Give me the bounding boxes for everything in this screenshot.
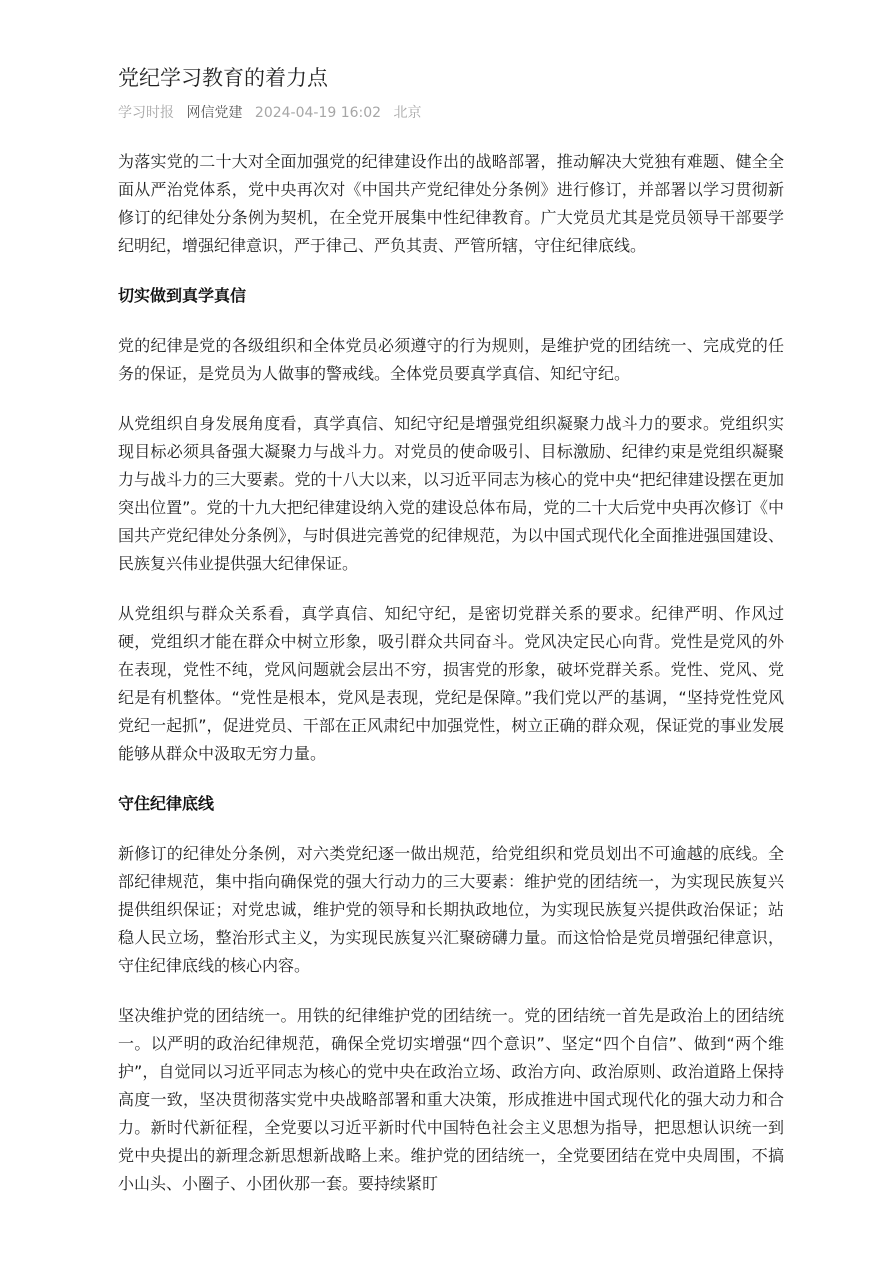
paragraph: 新修订的纪律处分条例，对六类党纪逐一做出规范，给党组织和党员划出不可逾越的底线。全部纪律规范，集中指向确保党的强大行动力的三大要素：维护党的团结统一，为实现民族复兴提供组织保证；对党忠诚，维护党的领导和长期执政地位，为实现民族复兴提供政治保证；站稳人民立场，整治形式主义，为实现民族复兴汇聚磅礴力量。而这恰恰是党员增强纪律意识，守住纪律底线的核心内容。: [118, 844, 784, 975]
paragraph-intro: 为落实党的二十大对全面加强党的纪律建设作出的战略部署，推动解决大党独有难题、健全全面从严治党体系，党中央再次对《中国共产党纪律处分条例》进行修订，并部署以学习贯彻新修订的纪律处分条例为契机，在全党开展集中性纪律教育。广大党员尤其是党员领导干部要学纪明纪，增强纪律意识，严于律己、严负其责、严管所辖，守住纪律底线。: [118, 152, 784, 255]
article-title: 党纪学习教育的着力点: [118, 66, 328, 90]
article-source: 学习时报: [118, 105, 174, 121]
paragraph: 党的纪律是党的各级组织和全体党员必须遵守的行为规则，是维护党的团结统一、完成党的任务的保证，是党员为人做事的警戒线。全体党员要真学真信、知纪守纪。: [118, 336, 784, 383]
paragraph: 从党组织与群众关系看，真学真信、知纪守纪，是密切党群关系的要求。纪律严明、作风过硬，党组织才能在群众中树立形象，吸引群众共同奋斗。党风决定民心向背。党性是党风的外在表现，党性不纯，党风问题就会层出不穷，损害党的形象，破坏党群关系。党性、党风、党纪是有机整体。“党性是根本，党风是表现，党纪是保障。”我们党以严的基调，“坚持党性党风党纪一起抓”，促进党员、干部在正风肃纪中加强党性，树立正确的群众观，保证党的事业发展能够从群众中汲取无穷力量。: [118, 604, 784, 763]
article-body: [118, 148, 784, 1198]
paragraph: 从党组织自身发展角度看，真学真信、知纪守纪是增强党组织凝聚力战斗力的要求。党组织实现目标必须具备强大凝聚力与战斗力。对党员的使命吸引、目标激励、纪律约束是党组织凝聚力与战斗力的三大要素。党的十八大以来，以习近平同志为核心的党中央“把纪律建设摆在更加突出位置”。党的十九大把纪律建设纳入党的建设总体布局，党的二十大后党中央再次修订《中国共产党纪律处分条例》，与时俱进完善党的纪律规范，为以中国式现代化全面推进强国建设、民族复兴伟业提供强大纪律保证。: [118, 414, 784, 573]
article: [118, 62, 784, 1220]
article-meta: [118, 102, 784, 124]
section-heading-bottom-line: 守住纪律底线: [118, 794, 215, 813]
article-datetime: 2024-04-19 16:02: [254, 105, 382, 121]
article-author-link[interactable]: 网信党建: [186, 105, 243, 121]
paragraph: 坚决维护党的团结统一。用铁的纪律维护党的团结统一。党的团结统一首先是政治上的团结统一。以严明的政治纪律规范，确保全党切实增强“四个意识”、坚定“四个自信”、做到“两个维护”，自觉同以习近平同志为核心的党中央在政治立场、政治方向、政治原则、政治道路上保持高度一致，坚决贯彻落实党中央战略部署和重大决策，形成推进中国式现代化的强大动力和合力。新时代新征程，全党要以习近平新时代中国特色社会主义思想为指导，把思想认识统一到党中央提出的新理念新思想新战略上来。维护党的团结统一，全党要团结在党中央周围，不搞小山头、小圈子、小团伙那一套。要持续紧盯: [118, 1006, 784, 1193]
article-location: 北京: [393, 105, 422, 121]
section-heading-study: 切实做到真学真信: [118, 286, 247, 305]
